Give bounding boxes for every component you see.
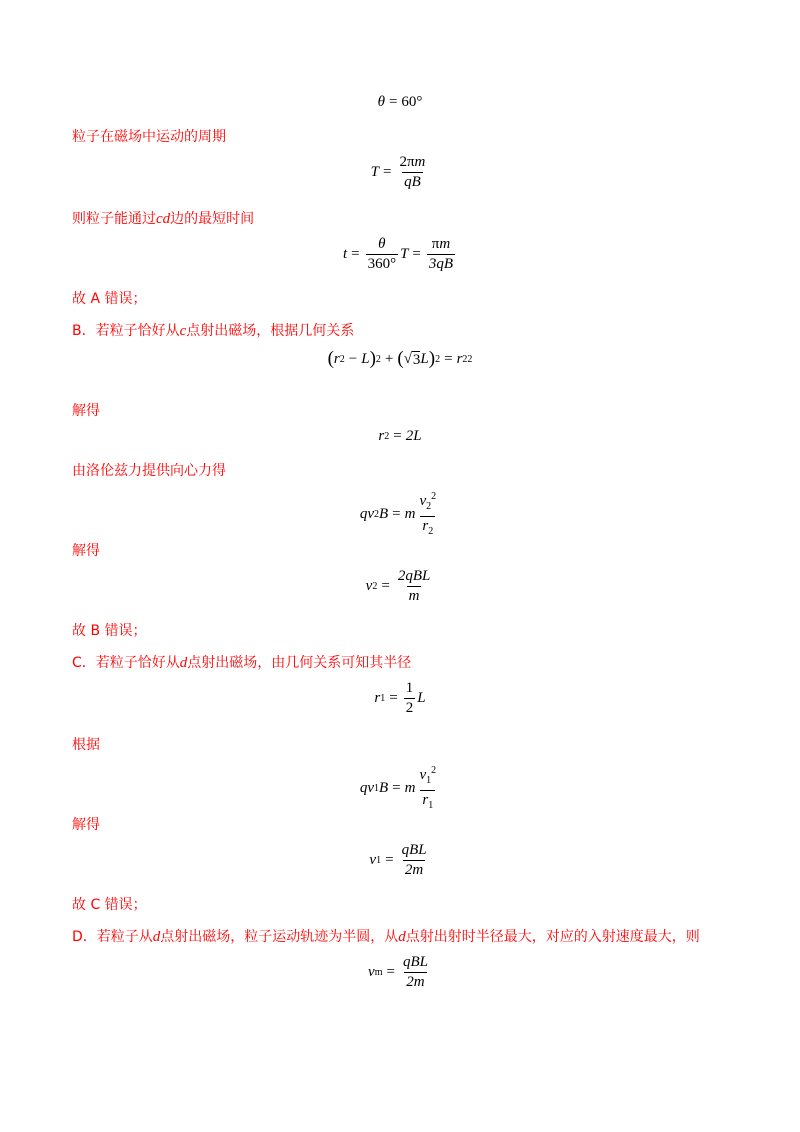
radius-symbol: r: [422, 792, 429, 808]
equation-v1: [0, 842, 800, 879]
theta-symbol: θ: [378, 236, 386, 252]
two-pi: 2π: [399, 154, 415, 170]
velocity-symbol: v: [367, 505, 374, 522]
denominator-2m: 2m: [404, 862, 424, 878]
text-segment: 边的最短时间: [170, 211, 255, 227]
numerator-2qBL: 2qBL: [397, 568, 431, 584]
time-symbol: t: [342, 246, 348, 262]
length-symbol: L: [417, 690, 426, 706]
var-d: d: [398, 929, 406, 945]
subscript-1: 1: [428, 800, 434, 811]
velocity-symbol: v: [367, 779, 374, 796]
superscript-2: 2: [435, 353, 441, 365]
pi-symbol: π: [431, 236, 440, 252]
velocity-symbol: v: [368, 964, 375, 980]
denominator-m: m: [408, 588, 420, 604]
var-cd: cd: [156, 211, 171, 227]
text-conclusion-c: 故 C 错误；: [72, 897, 147, 913]
subscript-1: 1: [374, 782, 379, 794]
equals-sign: =: [382, 164, 392, 180]
text-according: 根据: [72, 737, 100, 753]
half-fraction: [404, 680, 416, 717]
left-paren: (: [397, 348, 404, 369]
minus-sign: −: [348, 350, 358, 367]
equation-shortest-time: [0, 236, 800, 273]
length-symbol: L: [361, 350, 370, 367]
equals-sign: =: [388, 94, 398, 110]
velocity-symbol: v: [419, 493, 427, 509]
theta-symbol: θ: [377, 94, 385, 110]
text-segment: B．若粒子恰好从: [72, 323, 180, 339]
equation-v2: [0, 568, 800, 605]
text-segment: 点射出磁场，由几何关系可知其半径: [187, 655, 412, 671]
subscript-2: 2: [426, 501, 432, 512]
mass-symbol: m: [404, 779, 416, 796]
var-c: c: [179, 323, 187, 339]
text-conclusion-b: 故 B 错误；: [72, 623, 147, 639]
text-lorentz-intro: 由洛伦兹力提供向心力得: [72, 463, 226, 479]
right-paren: ): [369, 348, 376, 369]
period-fraction: [397, 154, 427, 191]
text-segment: 点射出射时半径最大，对应的入射速度最大，则: [405, 929, 700, 945]
radius-symbol: r: [333, 350, 340, 367]
velocity-symbol: v: [365, 578, 373, 594]
equals-sign: =: [386, 964, 395, 980]
text-shortest-time-intro: [72, 210, 254, 228]
numerator-1: 1: [405, 680, 414, 696]
pi-m-fraction: [427, 236, 455, 273]
denominator-2m: 2m: [406, 974, 425, 990]
equals-sign: =: [412, 246, 421, 262]
equals-sign: =: [381, 578, 390, 594]
radicand-3: 3: [412, 351, 421, 368]
equation-geometry-b: [0, 348, 800, 370]
equation-lorentz-c: [0, 762, 800, 814]
equals-sign: =: [392, 505, 401, 522]
length-symbol: L: [420, 350, 429, 367]
denominator-2: 2: [405, 700, 414, 716]
subscript-2: 2: [372, 581, 378, 592]
equation-r1: [0, 680, 800, 717]
radius-symbol: r: [374, 690, 381, 706]
equals-sign: =: [444, 350, 453, 367]
equation-vm: [0, 954, 800, 991]
superscript-2: 2: [375, 353, 381, 365]
superscript-2: 2: [467, 353, 473, 365]
field-symbol: B: [379, 779, 389, 796]
equation-lorentz-b: [0, 488, 800, 540]
denominator-qB: qB: [404, 174, 421, 190]
period-symbol: T: [370, 164, 379, 180]
mass-symbol: m: [414, 154, 426, 170]
velocity-symbol: v: [369, 852, 377, 868]
subscript-2: 2: [384, 431, 390, 442]
superscript-2: 2: [431, 491, 437, 502]
left-paren: (: [327, 348, 334, 369]
theta-over-360-fraction: [366, 236, 399, 273]
text-segment: 则粒子能通过: [72, 211, 156, 227]
radius-symbol: r: [422, 518, 429, 534]
equation-period: [0, 154, 800, 191]
subscript-2: 2: [374, 508, 379, 520]
radical-sign: √: [403, 350, 412, 367]
deg-360: 360°: [367, 256, 397, 272]
var-d: d: [152, 929, 161, 945]
radius-symbol: r: [378, 428, 385, 444]
equals-sign: =: [385, 852, 394, 868]
mass-symbol: m: [439, 236, 451, 252]
text-segment: 点射出磁场，根据几何关系: [186, 323, 355, 339]
equals-sign: =: [351, 246, 360, 262]
radius-symbol: r: [456, 350, 463, 367]
equation-theta: [0, 94, 800, 111]
var-d: d: [179, 655, 188, 671]
equation-r2: [0, 428, 800, 445]
subscript-1: 1: [426, 775, 432, 786]
subscript-m: m: [374, 967, 383, 978]
sqrt-3: [404, 351, 421, 368]
equals-sign: =: [389, 690, 398, 706]
text-option-b: [72, 322, 354, 340]
v1-fraction: [400, 842, 429, 879]
denominator-3qB: 3qB: [428, 256, 454, 272]
two-l-value: 2L: [405, 428, 422, 444]
numerator-qBL: qBL: [401, 842, 427, 858]
right-paren: ): [428, 348, 436, 369]
text-option-c: [72, 654, 411, 672]
period-symbol: T: [400, 246, 409, 262]
equals-sign: =: [393, 428, 402, 444]
text-period-intro: 粒子在磁场中运动的周期: [72, 129, 226, 145]
subscript-2: 2: [428, 526, 434, 537]
text-solve-2: 解得: [72, 543, 100, 559]
subscript-2: 2: [339, 353, 345, 365]
subscript-1: 1: [376, 855, 382, 866]
charge-symbol: q: [359, 505, 368, 522]
v1-squared-over-r1: [417, 762, 438, 814]
angle-value: 60°: [401, 94, 423, 110]
subscript-1: 1: [380, 693, 386, 704]
text-solve-1: 解得: [72, 403, 100, 419]
v2-squared-over-r2: [417, 488, 438, 540]
v2-fraction: [396, 568, 433, 605]
mass-symbol: m: [404, 505, 416, 522]
field-symbol: B: [379, 505, 389, 522]
subscript-2: 2: [462, 353, 468, 365]
text-conclusion-a: 故 A 错误；: [72, 291, 147, 307]
superscript-2: 2: [431, 765, 437, 776]
text-segment: C．若粒子恰好从: [72, 655, 180, 671]
plus-sign: +: [384, 350, 394, 367]
equals-sign: =: [392, 779, 401, 796]
text-option-d: [72, 928, 700, 946]
vm-fraction: [401, 954, 430, 991]
velocity-symbol: v: [419, 767, 427, 783]
text-segment: 点射出磁场，粒子运动轨迹为半圆，从: [160, 929, 399, 945]
text-solve-3: 解得: [72, 817, 100, 833]
numerator-qBL: qBL: [402, 954, 428, 970]
charge-symbol: q: [359, 779, 368, 796]
text-segment: D．若粒子从: [72, 929, 153, 945]
